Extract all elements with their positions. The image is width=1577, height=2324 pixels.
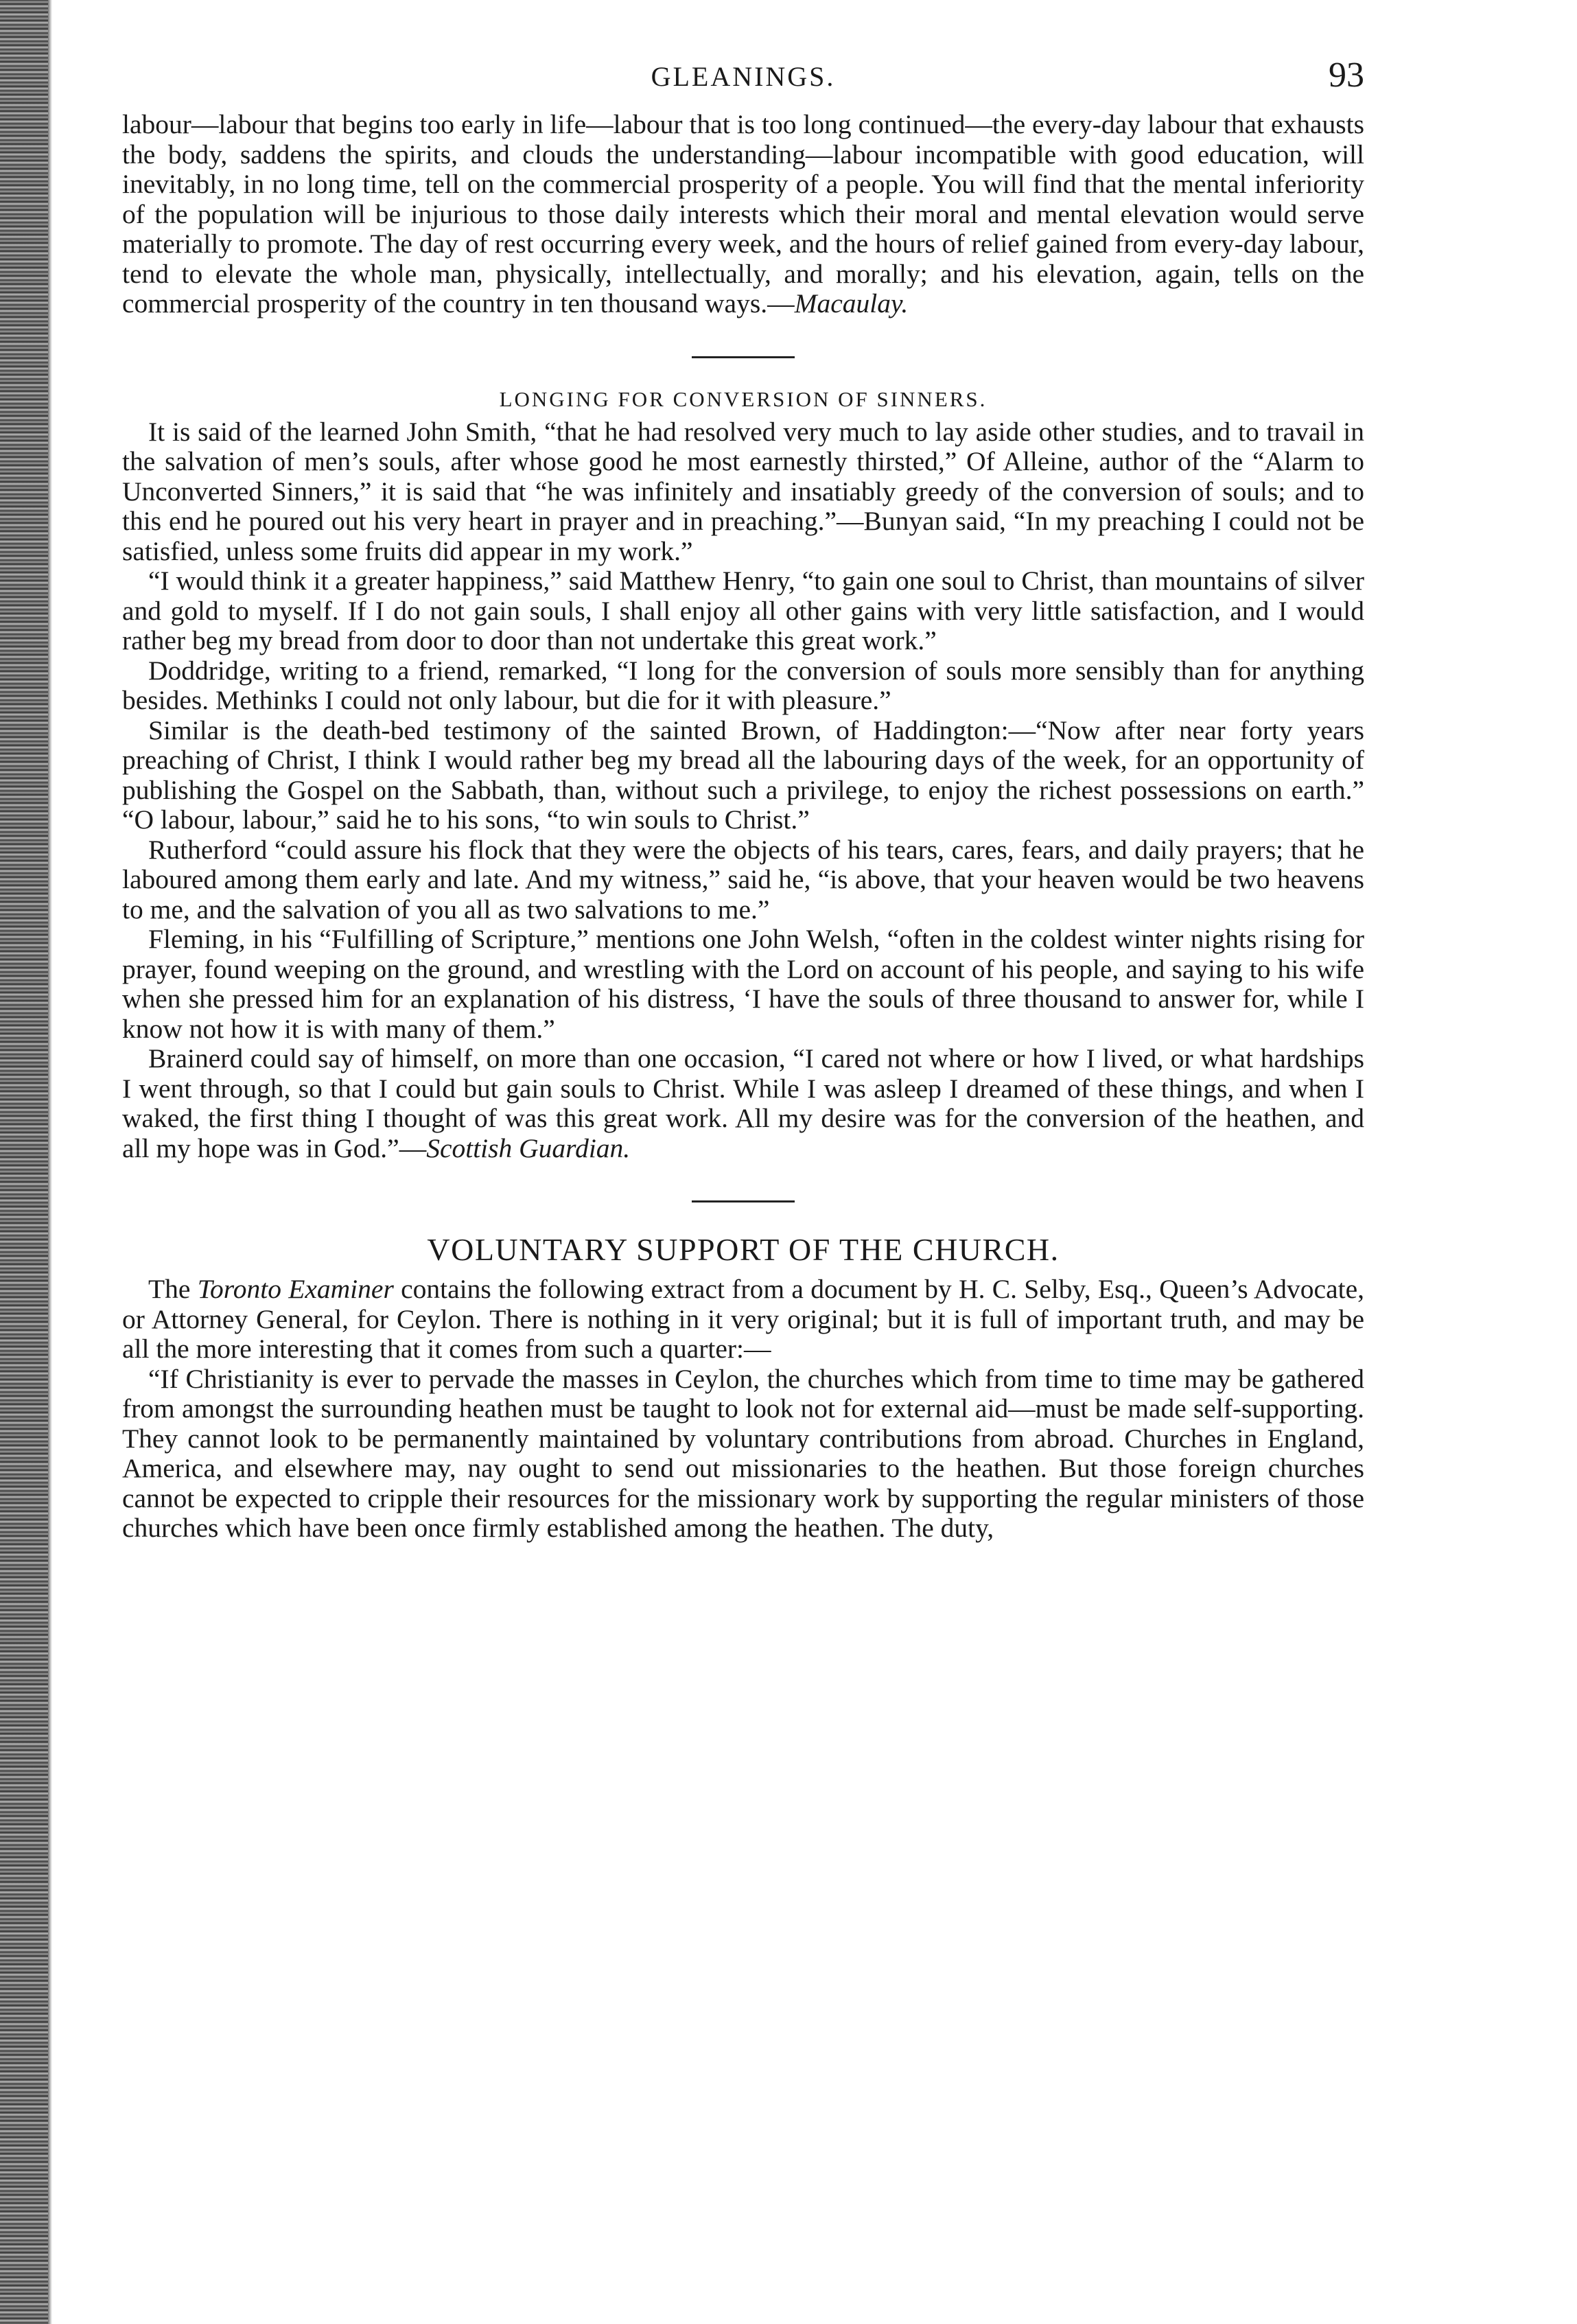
section-heading: VOLUNTARY SUPPORT OF THE CHURCH.: [427, 1232, 1060, 1267]
intro-start: The: [148, 1274, 198, 1304]
page-number: 93: [1329, 56, 1364, 95]
paragraph: [122, 1044, 1364, 1163]
paragraph: [122, 110, 1364, 319]
attribution: Macaulay.: [794, 288, 909, 318]
paragraph: “I would think it a greater happiness,” said Matthew Henry, “to gain one soul to Christ, than mountains of silver and gold to myself. If I do not gain souls, I shall enjoy all other gains with very little satisfaction, and I would rather beg my bread from door to door than not undertake this great work.”: [122, 566, 1364, 655]
attribution: Scottish Guardian.: [426, 1132, 631, 1163]
page: [122, 48, 1364, 1544]
paragraph: It is said of the learned John Smith, “that he had resolved very much to lay aside other studies, and to travail in the salvation of men’s souls, after whose good he most earnestly thirsted,” Of Alleine, author of the “Alarm to Unconverted Sinners,” it is said that “he was infinitely and insatiably greedy of the conversion of souls; and to this end he poured out his very heart in prayer and in preaching.”—Bunyan said, “In my preaching I could not be satisfied, unless some fruits did appear in my work.”: [122, 416, 1364, 566]
section-labour: [122, 110, 1364, 319]
paragraph-text: labour—labour that begins too early in life—labour that is too long continued—the every-day labour that exhausts the body, saddens the spirits, and clouds the understanding—labour incompatible with good education, will inevitably, in no long time, tell on the commercial prosperity of a people. You will find that the mental inferiority of the population will be injurious to those daily interests which their moral and mental elevation would serve materially to promote. The day of rest occurring every week, and the hours of relief gained from every-day labour, tend to elevate the whole man, physically, intellectually, and morally; and his elevation, again, tells on the commercial prosperity of the country in ten thousand ways.—: [122, 109, 1364, 318]
page-header: [122, 48, 1364, 110]
paragraph: [122, 1275, 1364, 1364]
paragraph: Similar is the death-bed testimony of the sainted Brown, of Haddington:—“Now after near forty years preaching of Christ, I think I would rather beg my bread all the labouring days of the week, for an opportunity of publishing the Gospel on the Sabbath, than, without such a privilege, to enjoy the richest possessions on earth.” “O labour, labour,” said he to his sons, “to win souls to Christ.”: [122, 714, 1364, 835]
section-voluntary-support: [122, 1231, 1364, 1544]
section-heading: LONGING FOR CONVERSION OF SINNERS.: [499, 386, 988, 411]
paragraph: “If Christianity is ever to pervade the masses in Ceylon, the churches which from time to time may be gathered from amongst the surrounding heathen must be taught to look not for external aid—must be made self-supporting. They cannot look to be permanently maintained by voluntary contributions from abroad. Churches in England, America, and elsewhere may, nay ought to send out missionaries to the heathen. But those foreign churches cannot be expected to cripple their resources for the missionary work by supporting the regular ministers of those churches which have been once firmly established among the heathen. The duty,: [122, 1363, 1364, 1543]
section-longing: [122, 387, 1364, 1164]
source-title: Toronto Examiner: [197, 1274, 394, 1304]
paragraph-text: Brainerd could say of himself, on more than one occasion, “I cared not where or how I lived, or what hardships I went through, so that I could but gain souls to Christ. While I was asleep I dreamed of these things, and when I waked, the first thing I thought of was this great work. All my desire was for the conversion of the heathen, and all my hope was in God.”—: [122, 1043, 1364, 1163]
book-binding-edge: [0, 0, 48, 2324]
paragraph: Fleming, in his “Fulfilling of Scripture,” mentions one John Welsh, “often in the coldest winter nights rising for prayer, found weeping on the ground, and wrestling with the Lord on account of his people, and saying to his wife when she pressed him for an explanation of his distress, ‘I have the souls of three thousand to answer for, while I know not how it is with many of them.”: [122, 924, 1364, 1044]
section-divider: [692, 1200, 795, 1202]
section-divider: [692, 356, 795, 358]
running-title: GLEANINGS.: [651, 61, 836, 92]
paragraph: Rutherford “could assure his flock that they were the objects of his tears, cares, fears, and daily prayers; that he laboured among them early and late. And my witness,” said he, “is above, that your heaven would be two heavens to me, and the salvation of you all as two salvations to me.”: [122, 834, 1364, 925]
paragraph: Doddridge, writing to a friend, remarked, “I long for the conversion of souls more sensibly than for anything besides. Methinks I could not only labour, but die for it with pleasure.”: [122, 655, 1364, 715]
intro-rest: contains the following extract from a document by H. C. Selby, Esq., Queen’s Advocate, or Attorney General, for Ceylon. There is nothing in it very original; but it is full of important truth, and may be all the more interesting that it comes from such a quarter:—: [122, 1274, 1364, 1364]
